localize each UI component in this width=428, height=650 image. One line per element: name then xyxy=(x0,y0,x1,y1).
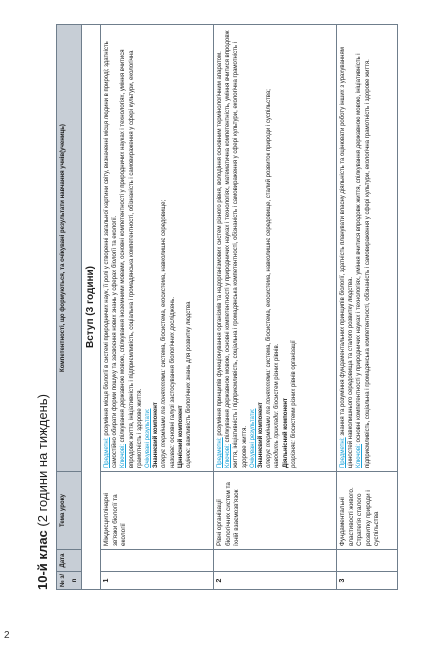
page-heading xyxy=(32,30,54,590)
subject-text: розуміння принципів функціонування організмів та надорганізмових систем різного рівня, володіння основним термінологічним апаратом. xyxy=(217,51,223,438)
table-row xyxy=(214,25,337,590)
row-results xyxy=(101,25,214,472)
row-date xyxy=(337,550,398,572)
knowledge-item: називає: основні галузі застосування біологічних досліджень. xyxy=(169,296,176,468)
section-row xyxy=(82,25,101,590)
key-competence xyxy=(224,28,249,468)
activity-component-label: Діяльнісний компонент xyxy=(282,398,289,468)
row-date xyxy=(101,550,214,572)
value-item: оцінює: важливість біологічних знань для розвитку людства xyxy=(186,301,193,468)
subject-text: розуміння місця біології в системі природничих наук, її ролі у створенні загальної картини світу, визначенні місця людини в природі; здатність самостійно обирати форми пошуку та засвоєння нових знань у сферах біології та екології. xyxy=(104,41,119,468)
key-label: Ключові: xyxy=(225,443,232,468)
subject-competence xyxy=(216,28,224,468)
key-competence xyxy=(355,28,371,468)
key-text: спілкування державною мовою, спілкування іноземними мовами, основні компетентності у природничих науках і технологіях, уміння вчитися впродовж життя, ініціативність і підприємливість, соціальна і громадянська компетентності, обізнаність і самовираження у сфері культури, екологічна грамотність і здорове життя. xyxy=(120,49,143,468)
row-topic: Рівні організації біологічних систем та їхній взаємозв'язок xyxy=(214,472,337,550)
activity-item: розрізняє: біосистеми різних рівнів організації xyxy=(290,340,297,468)
subject-label: Предметні: xyxy=(217,437,223,468)
row-topic: Фундаментальні властивості живого. Стратегія сталого розвитку природи і суспільства xyxy=(337,472,398,550)
key-text: основні компетентності у природничих науках і технологіях, уміння вчитися впродовж життя, спілкування державною мовою, ініціативність і підприємливість, соціальна і громадянська компетентності, обізнаність і самовираження у сфері культури, екологічна грамотність і здорове життя. xyxy=(356,53,371,468)
knowledge-item: наводить приклади: біосистем різних рівнів. xyxy=(274,343,281,468)
header-results: Компетентності, що формуються, та очікувані результати навчання учнів(учениць) xyxy=(57,25,82,472)
subject-competence xyxy=(339,28,355,468)
knowledge-item: оперує термінами та поняттями: система, біосистема, екосистема, навколишнє середовище, сталий розвиток природи і суспільства; xyxy=(266,89,273,468)
row-topic: Міждисциплінарні зв'язки біології та екології xyxy=(101,472,214,550)
hours-note: (2 години на тиждень) xyxy=(35,394,50,527)
table-header-row xyxy=(57,25,82,590)
lesson-plan-table xyxy=(56,24,398,590)
row-number: 3 xyxy=(337,572,398,590)
key-competence xyxy=(119,28,144,468)
knowledge-item: оперує термінами та поняттями: система, біосистема, екосистема, навколишнє середовище; xyxy=(161,199,168,468)
row-date xyxy=(214,550,337,572)
table-row xyxy=(101,25,214,590)
grade-title: 10-й клас xyxy=(35,530,50,590)
row-results xyxy=(337,25,398,472)
section-title: Вступ (3 години) xyxy=(82,25,101,590)
subject-competence xyxy=(103,28,119,468)
knowledge-component-label: Знаннєвий компонент xyxy=(153,402,160,468)
key-label: Ключові: xyxy=(356,443,363,468)
header-topic: Тема уроку xyxy=(57,472,82,550)
expected-results-label: Очікувані результати: xyxy=(145,408,152,468)
key-label: Ключові: xyxy=(120,443,127,468)
subject-label: Предметні: xyxy=(340,437,346,468)
knowledge-component-label: Знаннєвий компонент xyxy=(258,402,265,468)
rotated-page-content xyxy=(30,26,402,594)
header-date: Дата xyxy=(57,550,82,572)
row-number: 1 xyxy=(101,572,214,590)
value-component-label: Ціннісний компонент xyxy=(177,405,184,468)
page-number: 2 xyxy=(4,630,10,641)
expected-results-label: Очікувані результати: xyxy=(249,408,256,468)
table-row xyxy=(337,25,398,590)
subject-label: Предметні: xyxy=(104,437,110,468)
subject-text: знання та розуміння фундаментальних принципів біології, здатність планувати власну діяльність та оцінювати роботу інших з урахуванням цінностей навколишнього середовища та сталого розвитку людства. xyxy=(340,47,355,468)
row-results xyxy=(214,25,337,472)
header-number: № з/п xyxy=(57,572,82,590)
key-text: спілкування державною мовою, основні компетентності у природничих науках і технологіях, математична компетентність, уміння вчитися впродовж життя, ініціативність і підприємливість, соціальна і громадянська компетентності, обізнаність і самовираження у сфері культури, екологічна грамотність і здорове життя. xyxy=(225,30,248,468)
row-number: 2 xyxy=(214,572,337,590)
